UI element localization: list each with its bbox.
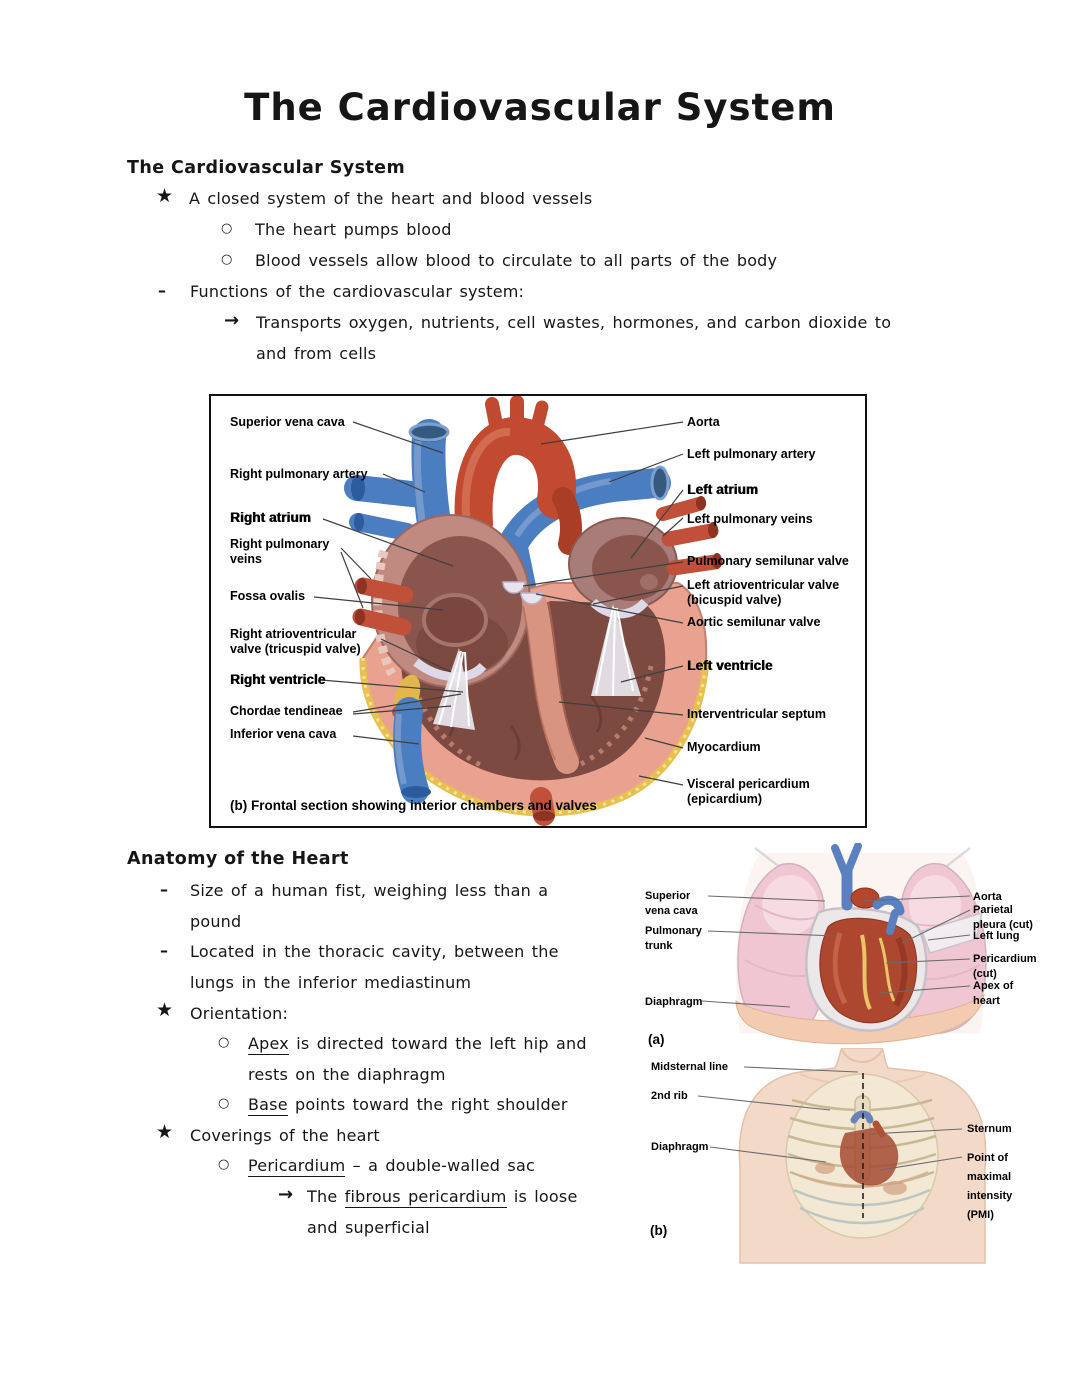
label-myocardium: Myocardium <box>687 740 761 754</box>
list-item-fibrous-line1 <box>307 1187 578 1206</box>
label-line: valve (tricuspid valve) <box>230 642 361 656</box>
list-item-coverings: Coverings of the heart <box>190 1126 380 1145</box>
list-item-text: is loose <box>506 1187 578 1206</box>
label-line: Superior <box>645 890 691 902</box>
figure-heart-in-thorax <box>640 843 1080 1055</box>
label-line: (cut) <box>973 968 997 980</box>
heart-shape <box>820 918 917 1023</box>
label-left-ventricle: Left ventricle <box>687 658 773 673</box>
label-aortic-semilunar-valve: Aortic semilunar valve <box>687 615 821 629</box>
figure-caption: (b) <box>650 1223 668 1238</box>
label-line: Right atrioventricular <box>230 627 357 641</box>
label-pericardium-cut <box>973 952 1037 982</box>
list-item-fibrous-line2: and superficial <box>307 1218 430 1237</box>
list-item-size-line1: Size of a human fist, weighing less than a <box>190 881 549 900</box>
label-line: (bicuspid valve) <box>687 593 782 607</box>
label-left-av-valve <box>687 578 839 608</box>
label-right-av-valve <box>230 627 361 657</box>
label-2nd-rib: 2nd rib <box>651 1090 688 1102</box>
label-inferior-vena-cava: Inferior vena cava <box>230 727 337 741</box>
label-diaphragm: Diaphragm <box>645 996 703 1008</box>
label-line: (PMI) <box>967 1209 994 1221</box>
left-atrium-shape <box>569 518 677 610</box>
label-pulmonary-semilunar-valve: Pulmonary semilunar valve <box>687 554 849 568</box>
circle-bullet-icon: ○ <box>221 252 233 267</box>
list-item-closed-system: A closed system of the heart and blood vessels <box>189 189 593 208</box>
label-line: intensity <box>967 1190 1013 1202</box>
label-left-atrium: Left atrium <box>687 482 758 497</box>
list-item-orientation: Orientation: <box>190 1004 289 1023</box>
label-line: Right pulmonary <box>230 537 330 551</box>
label-line: Parietal <box>973 904 1013 916</box>
label-pulmonary-trunk <box>645 924 702 954</box>
label-sternum: Sternum <box>967 1123 1012 1135</box>
list-item-vessels-circulate: Blood vessels allow blood to circulate to all parts of the body <box>255 251 778 270</box>
list-item-text: points toward the right shoulder <box>287 1095 568 1114</box>
label-left-lung: Left lung <box>973 930 1020 942</box>
label-line: pleura (cut) <box>973 919 1033 931</box>
figure-heart-frontal-section <box>209 394 867 828</box>
ribcage-illustration <box>640 1048 1080 1266</box>
dash-bullet-icon: – <box>160 880 168 899</box>
list-item-pericardium <box>248 1156 535 1175</box>
label-right-ventricle: Right ventricle <box>230 672 326 687</box>
label-superior-vena-cava: Superior vena cava <box>230 415 345 429</box>
label-right-pulmonary-artery: Right pulmonary artery <box>230 467 368 481</box>
label-interventricular-septum: Interventricular septum <box>687 707 826 721</box>
label-midsternal-line: Midsternal line <box>651 1061 729 1073</box>
underlined-term-apex: Apex <box>248 1034 289 1053</box>
underlined-term-fibrous-pericardium: fibrous pericardium <box>344 1187 507 1206</box>
circle-bullet-icon: ○ <box>218 1035 230 1050</box>
page-title: The Cardiovascular System <box>244 86 836 129</box>
circle-bullet-icon: ○ <box>221 221 233 236</box>
label-aorta: Aorta <box>687 415 720 429</box>
star-bullet-icon: ★ <box>156 999 174 1021</box>
list-item-text: is directed toward the left hip and <box>288 1034 587 1053</box>
label-apex-of-heart <box>973 979 1013 1009</box>
section-heading-anatomy: Anatomy of the Heart <box>127 849 349 869</box>
label-line: (epicardium) <box>687 792 763 806</box>
label-line: Pulmonary <box>645 925 702 937</box>
label-left-pulmonary-veins: Left pulmonary veins <box>687 512 813 526</box>
label-line: Pericardium <box>973 953 1037 965</box>
arrow-bullet-icon: → <box>278 1184 294 1205</box>
label-aorta: Aorta <box>973 891 1002 903</box>
list-item-located-line2: lungs in the inferior mediastinum <box>190 973 472 992</box>
circle-bullet-icon: ○ <box>218 1096 230 1111</box>
label-visceral-pericardium <box>687 777 810 807</box>
list-item-transports-line2: and from cells <box>256 344 377 363</box>
label-line: Left atrioventricular valve <box>687 578 840 592</box>
section-heading-overview: The Cardiovascular System <box>127 158 406 178</box>
list-item-transports-line1: Transports oxygen, nutrients, cell wastes, hormones, and carbon dioxide to <box>256 313 892 332</box>
label-line: veins <box>230 552 262 566</box>
list-item-located-line1: Located in the thoracic cavity, between the <box>190 942 559 961</box>
label-line: maximal <box>967 1171 1012 1183</box>
label-diaphragm: Diaphragm <box>651 1141 709 1153</box>
label-line: heart <box>973 995 1000 1007</box>
dash-bullet-icon: – <box>160 941 168 960</box>
underlined-term-pericardium: Pericardium <box>248 1156 346 1175</box>
arrow-bullet-icon: → <box>224 310 240 331</box>
list-item-apex-line1 <box>248 1034 587 1053</box>
label-right-pulmonary-veins <box>230 537 329 567</box>
label-fossa-ovalis: Fossa ovalis <box>230 589 306 603</box>
figure-ribcage-pmi <box>640 1048 1080 1266</box>
list-item-size-line2: pound <box>190 912 242 931</box>
label-line: Visceral pericardium <box>687 777 810 791</box>
list-item-text: The <box>307 1187 345 1206</box>
label-chordae-tendineae: Chordae tendineae <box>230 704 343 718</box>
star-bullet-icon: ★ <box>156 185 174 207</box>
circle-bullet-icon: ○ <box>218 1157 230 1172</box>
list-item-functions: Functions of the cardiovascular system: <box>190 282 525 301</box>
list-item-heart-pumps: The heart pumps blood <box>255 220 452 239</box>
dash-bullet-icon: – <box>158 281 166 300</box>
underlined-term-base: Base <box>248 1095 288 1114</box>
right-pulmonary-artery-shape <box>351 475 421 532</box>
label-point-of-maximal-intensity <box>967 1149 1012 1225</box>
label-line: vena cava <box>645 905 698 917</box>
thorax-illustration <box>640 843 1080 1055</box>
label-right-atrium: Right atrium <box>230 510 311 525</box>
list-item-text: – a double-walled sac <box>345 1156 535 1175</box>
label-line: trunk <box>645 940 673 952</box>
label-superior-vena-cava <box>645 889 698 919</box>
list-item-apex-line2: rests on the diaphragm <box>248 1065 446 1084</box>
label-line: Point of <box>967 1152 1008 1164</box>
label-line: Apex of <box>973 980 1014 992</box>
label-left-pulmonary-artery: Left pulmonary artery <box>687 447 816 461</box>
figure-caption: (a) <box>648 1032 665 1047</box>
star-bullet-icon: ★ <box>156 1121 174 1143</box>
list-item-base <box>248 1095 568 1114</box>
figure-caption: (b) Frontal section showing interior chambers and valves <box>230 798 597 813</box>
